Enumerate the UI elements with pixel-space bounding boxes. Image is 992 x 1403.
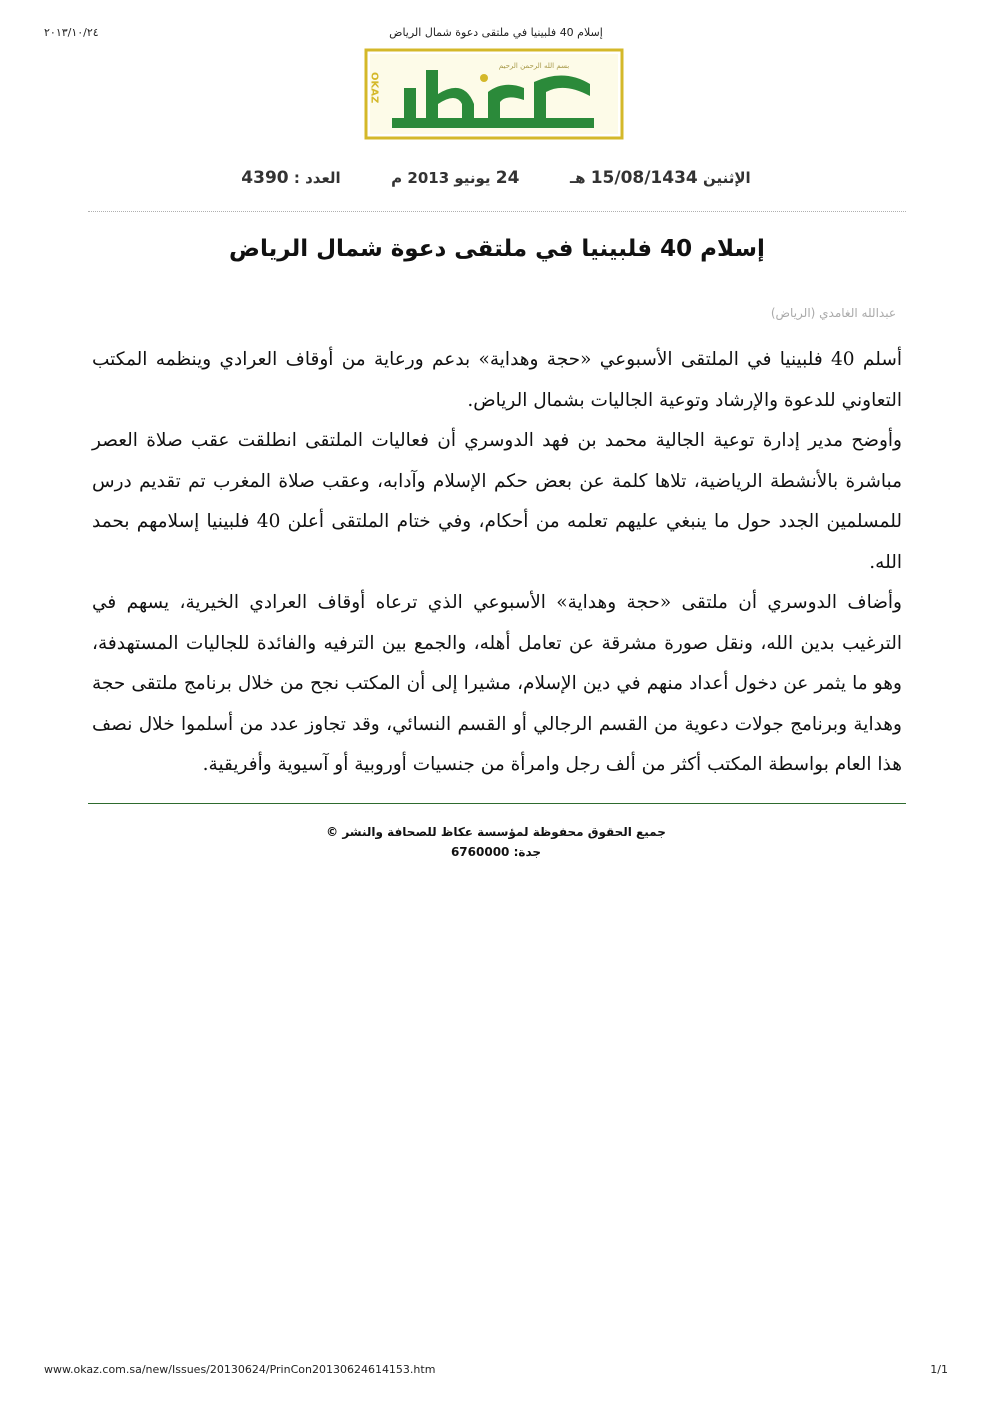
article-paragraph-1: أسلم 40 فلبينيا في الملتقى الأسبوعي «حجة وهداية» بدعم ورعاية من أوقاف العرادي وينظمه المكتب التعاوني للدعوة والإرشاد وتوعية الجاليات بشمال الرياض. bbox=[92, 349, 902, 411]
gregorian-suffix: م bbox=[391, 169, 403, 187]
article-body bbox=[92, 340, 902, 786]
issue-day: الإثنين bbox=[702, 169, 751, 187]
issue-number: 4390 bbox=[241, 168, 289, 188]
article-byline: عبدالله الغامدي (الرياض) bbox=[770, 306, 896, 320]
issue-info-bar bbox=[0, 168, 992, 188]
logo-basmala: بسم الله الرحمن الرحيم bbox=[498, 62, 570, 70]
contact-phone: جدة: 6760000 bbox=[450, 845, 542, 859]
print-footer-url[interactable]: www.okaz.com.sa/new/Issues/20130624/PrinCon20130624614153.htm bbox=[44, 1363, 436, 1376]
okaz-logo[interactable] bbox=[364, 48, 624, 140]
article-paragraph-3: وأضاف الدوسري أن ملتقى «حجة وهداية» الأسبوعي الذي ترعاه أوقاف العرادي الخيرية، يسهم في الترغيب بدين الله، ونقل صورة مشرقة عن تعامل أهله، والجمع بين الترفيه والفائدة للجاليات المستهدفة، وهو ما يثمر عن دخول أعداد منهم في دين الإسلام، مشيرا إلى أن المكتب نجح من خلال برنامج ملتقى حجة وهداية وبرنامج جولات دعوية من القسم الرجالي أو القسم النسائي، وقد تجاوز عدد من أسلموا خلال نصف هذا العام بواسطة المكتب أكثر من ألف رجل وامرأة من جنسيات أوروبية أو آسيوية وأفريقية. bbox=[92, 592, 902, 775]
hijri-date: 15/08/1434 bbox=[590, 168, 698, 188]
article-headline: إسلام 40 فلبينيا في ملتقى دعوة شمال الرياض bbox=[229, 236, 765, 262]
logo-latin-text: OKAZ bbox=[368, 72, 380, 104]
print-header-date: ٢٠١٣/١٠/٢٤ bbox=[44, 26, 99, 39]
gregorian-month-year: يونيو 2013 bbox=[407, 169, 491, 187]
article-paragraph-2: وأوضح مدير إدارة توعية الجالية محمد بن فهد الدوسري أن فعاليات الملتقى انطلقت عقب صلاة العصر مباشرة بالأنشطة الرياضية، تلاها كلمة عن بعض حكم الإسلام وآدابه، وعقب صلاة المغرب تم تقديم درس للمسلمين الجدد حول ما ينبغي عليهم تعلمه من أحكام، وفي ختام الملتقى أعلن 40 فلبينيا إسلامهم بحمد الله. bbox=[92, 430, 902, 573]
print-footer-page-number: 1/1 bbox=[930, 1363, 948, 1376]
copyright-footer bbox=[0, 822, 992, 862]
print-header-title: إسلام 40 فلبينيا في ملتقى دعوة شمال الرياض bbox=[389, 26, 603, 39]
footer-divider bbox=[88, 803, 906, 804]
header-divider bbox=[88, 211, 906, 212]
copyright-text: جميع الحقوق محفوظة لمؤسسة عكاظ للصحافة والنشر © bbox=[326, 825, 666, 839]
gregorian-day: 24 bbox=[495, 168, 520, 188]
hijri-suffix: هـ bbox=[569, 169, 586, 187]
issue-label: العدد : bbox=[293, 169, 341, 187]
